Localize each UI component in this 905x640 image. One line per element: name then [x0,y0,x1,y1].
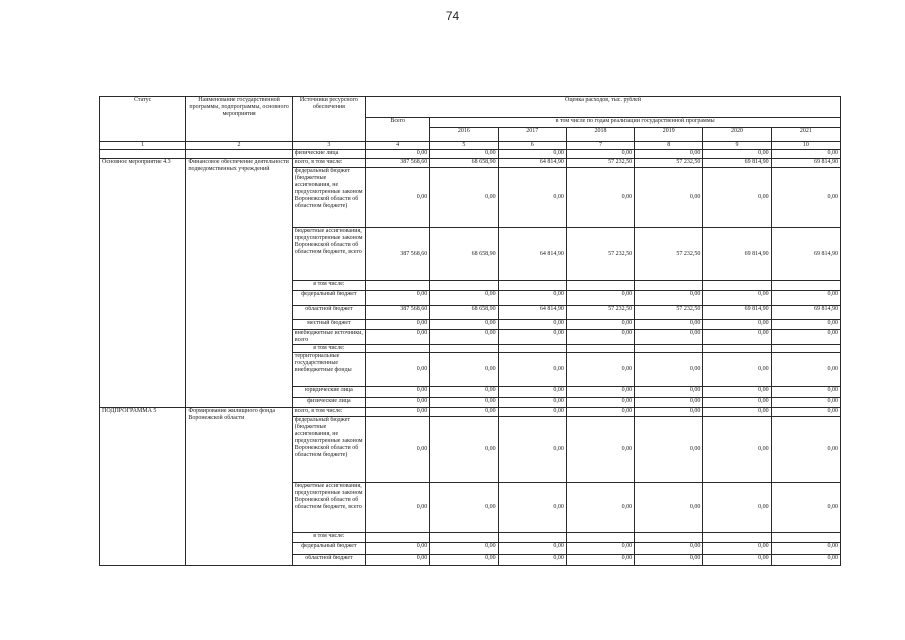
row-year-value: 0,00 [430,291,498,306]
row-year-value: 0,00 [566,320,634,330]
row-year-value: 0,00 [771,417,840,483]
row-year-value [703,533,771,543]
row-year-value: 0,00 [498,150,566,159]
row-year-value [566,345,634,353]
column-number: 5 [430,142,498,150]
row-total: 0,00 [366,555,430,566]
row-year-value: 0,00 [771,387,840,398]
header-by-years: в том числе по годам реализации государственной программы [430,118,841,128]
row-year-value: 0,00 [635,168,703,228]
column-number: 3 [292,142,365,150]
row-year-value [635,281,703,291]
row-year-value [566,533,634,543]
row-total: 0,00 [366,150,430,159]
row-total: 0,00 [366,330,430,345]
row-year-value: 0,00 [703,555,771,566]
row-total: 0,00 [366,417,430,483]
row-year-value [498,345,566,353]
row-year-value [703,281,771,291]
row-year-value: 0,00 [703,150,771,159]
row-total: 0,00 [366,543,430,555]
row-year-value: 64 814,90 [498,159,566,168]
row-year-value [771,533,840,543]
row-year-value: 0,00 [771,398,840,408]
row-total: 387 568,60 [366,228,430,281]
row-total [366,345,430,353]
row-year-value: 57 232,50 [635,306,703,320]
row-total [366,533,430,543]
row-year-value: 68 658,90 [430,228,498,281]
row-year-value: 0,00 [498,330,566,345]
header-status: Статус [100,97,186,142]
row-year-value: 0,00 [566,408,634,417]
row-year-value: 0,00 [566,387,634,398]
table-body [100,150,841,566]
row-year-value: 0,00 [635,150,703,159]
row-year-value [566,281,634,291]
row-year-value: 57 232,50 [635,159,703,168]
row-source: областной бюджет [292,555,365,566]
row-year-value: 0,00 [566,543,634,555]
row-total [366,281,430,291]
row-total: 0,00 [366,320,430,330]
row-year-value: 69 814,90 [703,159,771,168]
header-year: 2016 [430,128,498,142]
row-year-value: 0,00 [703,398,771,408]
row-year-value: 0,00 [430,168,498,228]
row-year-value: 0,00 [635,398,703,408]
row-year-value: 0,00 [498,555,566,566]
row-year-value: 0,00 [430,320,498,330]
row-year-value [771,345,840,353]
row-year-value: 0,00 [635,353,703,387]
row-source: областной бюджет [292,306,365,320]
row-year-value: 0,00 [703,417,771,483]
row-year-value: 0,00 [771,150,840,159]
header-estimate: Оценка расходов, тыс. рублей [366,97,841,118]
row-year-value: 0,00 [498,483,566,533]
row-year-value: 0,00 [703,168,771,228]
row-year-value: 69 814,90 [703,306,771,320]
row-year-value: 0,00 [771,320,840,330]
row-year-value: 0,00 [771,353,840,387]
row-year-value: 0,00 [703,330,771,345]
row-source: в том числе: [292,345,365,353]
row-source: федеральный бюджет [292,543,365,555]
header-year: 2021 [771,128,840,142]
row-year-value: 0,00 [498,168,566,228]
row-source: физические лица [292,150,365,159]
header-total: Всего [366,118,430,142]
row-year-value: 57 232,50 [566,159,634,168]
row-year-value [635,533,703,543]
row-year-value: 0,00 [771,330,840,345]
row-source: в том числе: [292,533,365,543]
row-year-value: 57 232,50 [635,228,703,281]
row-year-value: 69 814,90 [771,228,840,281]
row-year-value: 0,00 [771,291,840,306]
row-year-value: 0,00 [635,417,703,483]
row-year-value: 0,00 [703,408,771,417]
row-source: всего, в том числе: [292,408,365,417]
column-number: 1 [100,142,186,150]
row-year-value: 68 658,90 [430,159,498,168]
row-year-value: 0,00 [703,353,771,387]
row-year-value: 0,00 [771,408,840,417]
row-year-value: 0,00 [635,483,703,533]
header-year: 2020 [703,128,771,142]
row-year-value: 0,00 [430,408,498,417]
row-year-value: 0,00 [635,320,703,330]
column-number: 7 [566,142,634,150]
row-year-value: 0,00 [703,543,771,555]
row-year-value [430,345,498,353]
row-year-value: 0,00 [498,417,566,483]
row-source: федеральный бюджет [292,291,365,306]
row-year-value: 0,00 [566,330,634,345]
row-total: 0,00 [366,353,430,387]
header-sources: Источники ресурсного обеспечения [292,97,365,142]
row-source: бюджетные ассигнования, предусмотренные законом Воронежской области об областном бюджете, всего [292,228,365,281]
column-number: 10 [771,142,840,150]
row-total: 387 568,60 [366,306,430,320]
row-status: ПОДПРОГРАММА 5 [100,408,186,566]
row-year-value: 0,00 [498,353,566,387]
table-row [100,408,841,417]
row-year-value: 57 232,50 [566,306,634,320]
row-year-value: 0,00 [703,320,771,330]
row-year-value: 0,00 [498,291,566,306]
row-name: Финансовое обеспечение деятельности подведомственных учреждений [186,159,292,408]
row-year-value: 0,00 [635,543,703,555]
row-year-value: 0,00 [635,555,703,566]
row-year-value: 0,00 [498,387,566,398]
row-name [186,150,292,159]
table-row [100,150,841,159]
row-year-value: 0,00 [498,543,566,555]
row-year-value [498,281,566,291]
row-year-value: 0,00 [498,408,566,417]
row-source: юридические лица [292,387,365,398]
row-year-value: 64 814,90 [498,306,566,320]
row-year-value: 0,00 [566,398,634,408]
row-year-value: 69 814,90 [771,306,840,320]
row-year-value: 0,00 [771,543,840,555]
row-source: всего, в том числе: [292,159,365,168]
row-year-value: 0,00 [566,291,634,306]
row-source: физические лица [292,398,365,408]
header-year: 2018 [566,128,634,142]
header-year: 2019 [635,128,703,142]
row-year-value [430,281,498,291]
row-year-value: 0,00 [703,483,771,533]
row-year-value: 0,00 [635,291,703,306]
row-year-value: 69 814,90 [771,159,840,168]
row-year-value [430,533,498,543]
row-year-value: 0,00 [430,353,498,387]
row-total: 0,00 [366,408,430,417]
row-year-value: 0,00 [430,543,498,555]
row-source: федеральный бюджет (бюджетные ассигнования, не предусмотренные законом Воронежской области об областном бюджете) [292,417,365,483]
header-year: 2017 [498,128,566,142]
row-year-value: 0,00 [566,168,634,228]
row-year-value: 0,00 [566,483,634,533]
row-year-value: 69 814,90 [703,228,771,281]
row-year-value: 0,00 [771,555,840,566]
row-year-value: 0,00 [566,417,634,483]
row-total: 0,00 [366,483,430,533]
row-status: Основное мероприятие 4.3 [100,159,186,408]
row-year-value: 0,00 [498,398,566,408]
row-total: 387 568,60 [366,159,430,168]
row-source: местный бюджет [292,320,365,330]
table-row [100,159,841,168]
row-year-value: 0,00 [430,398,498,408]
row-year-value: 0,00 [635,408,703,417]
row-source: территориальные государственные внебюджетные фонды [292,353,365,387]
row-year-value: 0,00 [703,387,771,398]
column-number: 4 [366,142,430,150]
row-total: 0,00 [366,398,430,408]
row-name: Формирование жилищного фонда Воронежской области [186,408,292,566]
row-year-value: 68 658,90 [430,306,498,320]
row-year-value: 0,00 [635,330,703,345]
row-total: 0,00 [366,168,430,228]
row-year-value [498,533,566,543]
row-source: федеральный бюджет (бюджетные ассигнования, не предусмотренные законом Воронежской области об областном бюджете) [292,168,365,228]
row-source: бюджетные ассигнования, предусмотренные законом Воронежской области об областном бюджете, всего [292,483,365,533]
row-year-value: 0,00 [635,387,703,398]
row-year-value: 64 814,90 [498,228,566,281]
row-year-value: 0,00 [430,417,498,483]
row-total: 0,00 [366,387,430,398]
row-year-value [635,345,703,353]
row-year-value: 0,00 [430,150,498,159]
row-year-value: 0,00 [566,353,634,387]
row-source: внебюджетные источники, всего [292,330,365,345]
row-year-value: 0,00 [566,150,634,159]
column-number: 2 [186,142,292,150]
row-year-value: 0,00 [430,387,498,398]
row-year-value: 0,00 [430,483,498,533]
row-year-value: 0,00 [430,330,498,345]
row-year-value [771,281,840,291]
row-year-value: 0,00 [771,483,840,533]
column-number: 8 [635,142,703,150]
budget-table [99,96,841,566]
row-year-value: 0,00 [430,555,498,566]
header-name: Наименование государственной программы, подпрограммы, основного мероприятия [186,97,292,142]
row-source: в том числе: [292,281,365,291]
row-year-value: 0,00 [703,291,771,306]
row-year-value: 0,00 [771,168,840,228]
page-number: 74 [445,9,460,23]
row-year-value [703,345,771,353]
row-year-value: 57 232,50 [566,228,634,281]
column-number: 9 [703,142,771,150]
row-status [100,150,186,159]
row-year-value: 0,00 [566,555,634,566]
row-total: 0,00 [366,291,430,306]
column-number: 6 [498,142,566,150]
row-year-value: 0,00 [498,320,566,330]
